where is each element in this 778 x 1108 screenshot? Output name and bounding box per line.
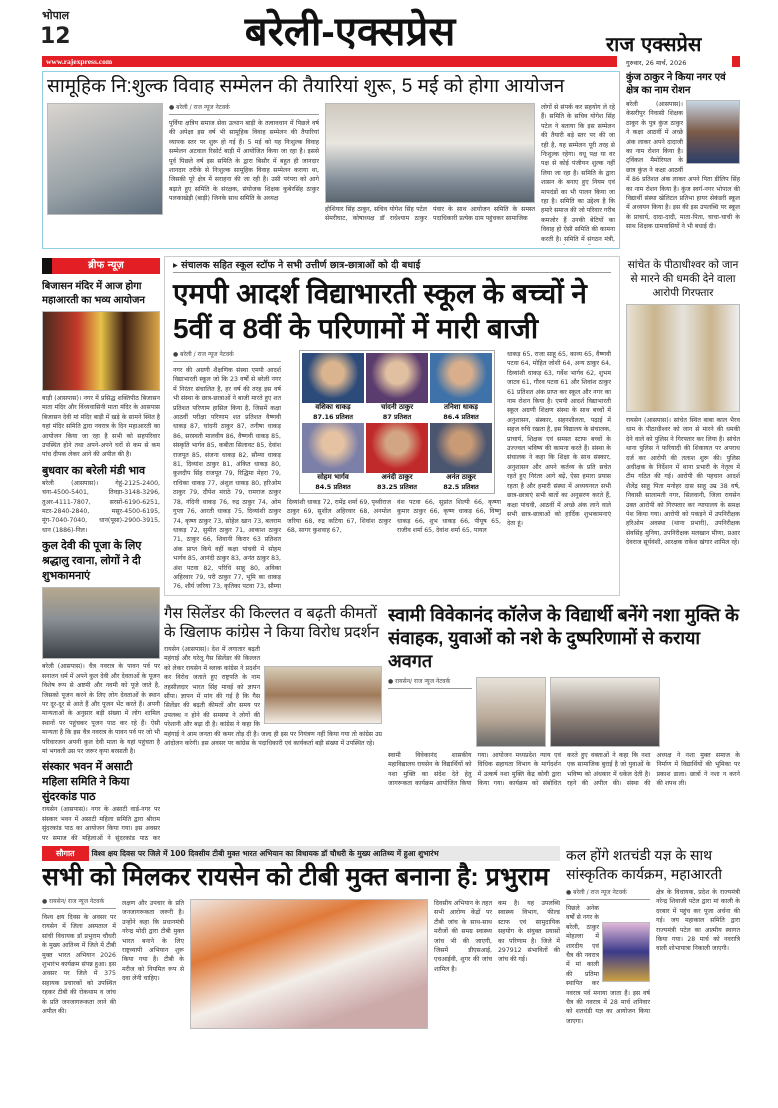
brief-1-headline: बिजासन मंदिर में आज होगा महाआरती का भव्य आयोजन	[42, 281, 145, 306]
student-card	[430, 423, 492, 491]
college-story	[388, 604, 740, 840]
top-story-caption: होशियार सिंह ठाकुर, सचिव योगेश सिंह पटेल सेमरीघाट, कोषाध्यक्ष डॉ राधेश्याम ठाकुर पंवार के साथ आयोजन समिति के समस्त पदाधिकारी प्रत्येक ग्राम पहुंचकर सामाजिक	[325, 206, 535, 223]
student-grid	[299, 350, 495, 494]
student-name: वशिका धाकड़	[315, 403, 351, 411]
student-score: 86.4 प्रतिशत	[443, 413, 479, 421]
gas-photo	[264, 666, 382, 724]
tb-tag: सौगात	[42, 846, 89, 861]
college-byline: ● रायसेन/ राज न्यूज नेटवर्क	[388, 677, 472, 689]
byline-text: बरेली / राज न्यूज नेटवर्क	[573, 889, 627, 896]
top-story-photo-group	[325, 103, 535, 203]
school-body-3: वंश पटवा 66, सुप्रांत शिल्पी 66, कृष्णा कुमार ठाकुर 66, कृष्ण धाकड़ 66, विष्णु धाकड़ 66, शुभ धाकड़ 66, पीयूष 65, राजीव शर्मा 65, देवांश शर्मा 65, पायल	[397, 499, 501, 535]
student-photo	[302, 353, 364, 403]
student-name: अनंदी ठाकुर	[381, 473, 413, 481]
page-number: 12	[40, 24, 71, 49]
brief-2-body: बरेली (आसपास)। गेहूं-2125-2400, चना-4500-5401, तिवड़ा-3148-3296, तुअर-4111-7807, सरसों-6190-6251, मटर-2840-2840, मसूर-4500-6195, मूंग-7040-7040, धान(पूसा)-2900-3915, धान (1886)-निल।	[42, 479, 160, 534]
student-card	[366, 423, 428, 491]
school-story	[164, 256, 620, 596]
top-story-headline: सामूहिक नि:शुल्क विवाह सम्मेलन की तैयारियां शुरू, 5 मई को होगा आयोजन	[47, 76, 565, 97]
arrest-story	[626, 258, 740, 598]
student-score: 87.16 प्रतिशत	[312, 413, 354, 421]
school-body-1: नगर की अग्रणी शैक्षणिक संस्था एमपी आदर्श विद्याभारती स्कूल जो कि 23 वर्षों से बरेली नगर में निरंतर संचालित है, हर वर्ष की तरह इस वर्ष भी संस्था के छात्र-छात्राओं ने बाजी मारते हुए शत प्रतिशत परिणाम हासिल किया है, जिसमें कक्षा आठवीं परीक्षा परिणाम शत प्रतिशत वैष्णवी धाकड़ 87, चांदनी ठाकुर 87, तनीषा धाकड़ 86, सरस्वती मालवीय 86, वैष्णवी धाकड़ 85, संस्कृति भार्गव 85, कबीता सिलावट 85, देवांश राजपूत 85, संजना धाकड़ 82, सौम्या धाकड़ 81, दिव्यांश ठाकुर 81, अंकित धाकड़ 80, कुलदीप सिंह राजपूत 79, रिद्धिमा मेहरा 79, राधिका धाकड़ 77, अंशुल धाकड़ 80, हरिओम ठाकुर 79, दीपेश मराठे 79, रामराज ठाकुर 78, नंदिनी धाकड़ 76, रुद्र ठाकुर 74, ओम गुप्ता 76, आरती धाकड़ 75, दिव्यांशी ठाकुर 74, कृष्ण ठाकुर 73, सोहेल खान 73, बलराम धाकड़ 72, सुमीत ठाकुर 71, आकाश ठाकुर 71, ठाकुर 66, शिवानी किरार 63 प्रतिशत अंक प्राप्त किये वहीं कक्षा पांचवी में सोहम भार्गव 85, आनंदी ठाकुर 83, अनंत ठाकुर 83, अंश पटवा 82, परिधि साहू 80, अविका अहिरवार 79, परी ठाकुर 77, भूमि का धाकड़ 76, शौर्य जरिया 73, कृतिका पटवा 73, सौम्या	[173, 367, 281, 591]
page-city: भोपाल	[42, 9, 70, 22]
tb-body-4: कम है। यह उपलब्धि स्वास्थ्य विभाग, फील्ड स्टाफ एवं सामुदायिक सहयोग के संयुक्त प्रयासों का परिणाम है। जिले में 297912 संभावितों की जांच की गई।	[498, 900, 560, 964]
kicker-text: संचालक सहित स्कूल स्टॉफ ने सभी उत्तीर्ण छात्र-छात्राओं को दी बधाई	[181, 260, 421, 271]
top-story-body-2: लोगों से संपर्क कर सहयोग ले रहे हैं। समिति के सचिव योगेश सिंह पटेल ने बताया कि इस सम्मेलन की तैयारी बड़े स्तर पर की जा रही है, यह सम्मेलन पूरी तरह से निःशुल्क रहेगा। वधू पक्ष या वर पक्ष से कोई पंजीयन शुल्क नहीं लिया जा रहा है। समिति के द्वारा शासन के बनाए हुए नियम एवं मापदंडों का भी पालन किया जा रहा है। समिति का उद्देश्य है कि हमारे समाज की जो परिवार गरीब कमजोर हैं उनकी बेटियों का विवाह हो ऐसी समिति की कामना करती है। समिति में संगठन मंत्री,	[541, 104, 615, 243]
student-card	[302, 353, 364, 421]
student-photo	[430, 353, 492, 403]
student-score: 84.5 प्रतिशत	[315, 483, 351, 491]
gas-story	[164, 604, 382, 840]
yagya-headline: कल होंगे शतचंडी यज्ञ के साथ सांस्कृतिक कार्यक्रम, महाआरती	[566, 847, 723, 882]
issue-date: गुरुवार, 26 मार्च, 2026	[626, 59, 687, 67]
brief-news-column	[42, 258, 160, 843]
yagya-story	[566, 846, 740, 1108]
college-body: स्वामी विवेकानंद शासकीय महाविद्यालय रायसेन के विद्यार्थियों को नशा मुक्ति का संदेश देते हेतु जागरूकता कार्यक्रम आयोजित किया गया। आयोजन मध्यप्रदेश न्याय एवं विधिक सहायता विभाग के मार्गदर्शन में उत्कर्ष नशा मुक्ति केंद्र कोयी द्वारा किया गया। कार्यक्रम को संबोधित करते हुए वक्ताओं ने कहा कि नशा एक सामाजिक बुराई है जो युवाओं के भविष्य को अंधकार में धकेल देती है। रहने की अपील की। संस्था की अध्यक्ष ने नशा मुक्त समाज के निर्माण में विद्यार्थियों की भूमिका पर प्रकाश डाला। छात्रों ने नशा न करने की शपथ ली।	[388, 752, 740, 788]
brief-3-body: बरेली (आसपास)। चैत्र नवरात्र के पावन पर्व पर सनातन धर्म में अपने कुल देवी और देवताओं के पूजन विशेष रूप से अष्टमी और नवमी को पूजे जाते है, जिसको पूजन करने के लिए लोग देवताओं के स्थान पर दूर-दूर से आते हैं और पूजन भेंट करते हैं। अपनी मान्यताओं के अनुसार बड़ी संख्या में लोग शामिल स्थानों पर पहुंचकर पूजन पाठ कर रहे हैं। ऐसी मान्यता है कि इस चैत्र नवरात्र के पावन पर्व पर जो भी परिवारजन अपनी कुल देवी माता के यहां पहुंचता है मां भगवती उस पर जरूर कृपा बरसाती है।	[42, 663, 160, 755]
tb-photo	[190, 899, 428, 1029]
kunj-body: बरेली (आसपास)। केसरीपुर निवासी शिक्षक ठाकुर के पुत्र कुंज ठाकुर ने कक्षा आठवीं में अच्छे अंक लाकर अपने दादाजी का नाम रोशन किया है। ट्विंकल मैमोरियल के छात्र कुंज ने कक्षा आठवीं में 86 प्रतिशत अंक लाकर अपने पिता डीलिप सिंह का नाम रोशन किया है। कुंज स्वर्ग-नगर भोपाल की विद्यार्थी संस्था खेलिटल प्रतिभा हायर सेकंडरी स्कूल में अध्ययन किया है। इस की इस उपलब्धि पर स्कूल के प्राचार्य, दादा-दादी, माता-पिता, चाचा-चाची के साथ शिक्षक ग्रामवासियों ने भी बधाई दी।	[626, 101, 740, 231]
student-card	[366, 353, 428, 421]
school-byline: ● बरेली / राज न्यूज नेटवर्क	[173, 350, 281, 362]
tb-kicker: विश्व क्षय दिवस पर जिले में 100 दिवसीय टीबी मुक्त भारत अभियान का विधायक डॉ चौधरी के मुख्य आतिथ्य में हुआ शुभारंभ	[91, 849, 439, 858]
top-story-byline: ● बरेली / राज न्यूज नेटवर्क	[169, 103, 319, 115]
arrest-body: रायसेन (आसपास)। सांचेत स्थित बाबा काल भैरव धाम के पीठाधीश्वर को जान से मारने की धमकी देने वाले को पुलिस ने गिरफ्तार कर लिया है। सांचेत थाना पुलिस ने फरियादी की शिकायत पर अपराध दर्ज कर आरोपी की तलाश शुरू की। पुलिस अधीक्षक के निर्देशन में थाना प्रभारी के नेतृत्व में टीम गठित की गई। आरोपी की पहचान आदर्श शैलेंद्र साहू पिता मनोहर दास साहू उम्र 38 वर्ष, निवासी सालामती नगर, सिलवानी, जिला रायसेन उक्त आरोपी को गिरफ्तार कर न्यायालय के समक्ष पेश किया गया। आरोपी को पकड़ने में उपनिरीक्षक हरिओम अवस्था (थाना प्रभारी), उपनिरीक्षक सेवसिंह मुनिया, उपनिरीक्षक मलखान मीणा, प्रआर देवराज सूर्यवंशी, आरक्षक राकेश खंगार शामिल रहे।	[626, 417, 740, 547]
tb-story	[42, 846, 560, 1108]
brief-2-headline: बुधवार का बरेली मंडी भाव	[42, 464, 146, 477]
brief-3-photo-group	[42, 587, 160, 659]
student-photo	[430, 423, 492, 473]
arrest-photo	[626, 304, 740, 412]
brief-4-headline: संस्कार भवन में असाटी महिला समिति ने किया सुंदरकांड पाठ	[42, 761, 133, 804]
gas-headline: गैस सिलेंडर की किल्लत व बढ़ती कीमतों के खिलाफ कांग्रेस ने किया विरोध प्रदर्शन	[164, 605, 380, 641]
student-name: चांदनी ठाकुर	[380, 403, 414, 411]
byline-text: बरेली / राज न्यूज नेटवर्क	[180, 351, 234, 358]
brief-label-text: ब्रीफ न्यूज़	[88, 260, 124, 271]
kunj-photo	[686, 100, 740, 164]
school-headline: एमपी आदर्श विद्याभारती स्कूल के बच्चों ने 5वीं व 8वीं के परिणामों में मारी बाजी	[173, 278, 587, 344]
student-score: 83.25 प्रतिशत	[376, 483, 418, 491]
brand-logo: राज एक्सप्रेस	[606, 32, 702, 56]
kunj-headline: कुंज ठाकुर ने किया नगर एवं क्षेत्र का नाम रोशन	[626, 72, 726, 96]
school-body-4: धाकड़ 65, राजा साहू 65, काव्य 65, वैष्णवी पटवा 64, मोहित जोशी 64, अन्य ठाकुर 64, दिव्यांशी धाकड़ 63, गर्वेश भार्गव 62, शुभम जाटव 61, गौरव पटवा 61 और शिवांश ठाकुर 61 प्रतिशत अंक प्राप्त कर स्कूल और नगर का नाम रोशन किया है। एमपी आदर्श विद्याभारती स्कूल अग्रणी शिक्षण संस्था के साथ बच्चों में अनुशासन, संस्कार, सहनशीलता, पढ़ाई में सहज रुचि रखता है, इस विद्यालय के संचालक, प्राचार्य, शिक्षक एवं समस्त स्टाफ बच्चों के उज्ज्वल भविष्य की कामना करते हैं। संस्था के संचालक ने कहा कि शिक्षा के साथ संस्कार, अनुशासन और अपने कर्तव्य के प्रति सचेत रहते हुए निरंतर आगे बढ़ें, ऐसा हमारा प्रयास रहता है और हमारी संस्था में अध्ययनरत सभी छात्र-छात्राएं सभी बातों का अनुसरण करते हैं, कक्षा पांचवी, आठवीं में अच्छे अंक लाने वाले सभी छात्र-छात्राओं को हार्दिक शुभकामनाएं देता हूं।	[507, 351, 611, 528]
student-score: 87 प्रतिशत	[382, 413, 412, 421]
brief-3-headline: कुल देवी की पूजा के लिए श्रद्धालु रवाना, लोगों ने दी शुभकामनाएं	[42, 540, 142, 583]
student-photo	[366, 353, 428, 403]
college-photo-students	[550, 677, 660, 747]
yagya-photo-kali	[602, 922, 650, 982]
school-body-2: दिव्यांशी धाकड़ 72, रामेंद्र शर्मा 69, पृथ्वीराज ठाकुर 69, सुशील अहिरवार 68, अनमोल जरिया 68, रुद्र कटिया 67, शिवांश ठाकुर 68, सागर कुशवाह 67,	[287, 499, 391, 535]
student-name: अनंत ठाकुर	[446, 473, 476, 481]
top-story-body-1: पुर्विया क्षत्रिय समाज सेवा उत्थान बाड़ी के तत्वावधान में पिछले वर्ष की अपेक्षा इस वर्ष भी सामूहिक विवाह सम्मेलन की तैयारियां व्यापक स्तर पर शुरू हो गई हैं। 5 मई को यह निःशुल्क विवाह सम्मेलन अटवाल रिसोर्ट बाड़ी में आयोजित किया जा रहा है। इससे पूर्व पिछले वर्ष इस समिति के द्वारा बिसौर में बहुत ही जानदार शानदार तरीके से निःशुल्क सामूहिक विवाह सम्मेलन कराया था, जिसकी पूरे क्षेत्र में सराहना की जा रही है। उसी परंपरा को आगे बढ़ाते हुए समिति के संरक्षक, संयोजक शिक्षक कुबेरसिंह ठाकुर पलकाखेड़ी (बाड़ी) जिनके साथ समिति के अध्यक्ष	[169, 120, 319, 203]
header-red-bar	[42, 56, 617, 67]
tb-kicker-strip	[42, 846, 560, 861]
tb-byline: ● रायसेन/ राज न्यूज नेटवर्क	[42, 897, 116, 909]
byline-text: रायसेन/ राज न्यूज नेटवर्क	[49, 898, 105, 905]
arrest-headline: सांचेत के पीठाधीश्वर को जान से मारने की धमकी देने वाला आरोपी गिरफ्तार	[627, 259, 739, 299]
student-score: 82.5 प्रतिशत	[443, 483, 479, 491]
tb-body-3: दिवसीय अभियान के तहत सभी आरोग्य केंद्रों पर टीबी जांच के साथ-साथ मरीजों की समग्र स्वास्थ्य जांच भी की जाएगी, जिसमें डीएसआई, एचआईवी, शुगर की जांच शामिल है।	[434, 900, 492, 973]
brief-1-photo-deity	[42, 311, 160, 391]
student-photo	[366, 423, 428, 473]
yagya-body-1: पिछले अनेक वर्षों से नगर के बरेली, ठाकुर मोहल्ला में शारदीय एवं चैत्र की नवरात्र में मां काली की प्रतिमा स्थापित कर नवरात्र पर्व मनाया जाता है। इस वर्ष चैत्र की नवरात्र में 28 मार्च शनिवार को शतचंडी यज्ञ का आयोजन किया जाएगा।	[566, 905, 650, 1025]
school-kicker: ▸ संचालक सहित स्कूल स्टॉफ ने सभी उत्तीर्ण छात्र-छात्राओं को दी बधाई	[173, 259, 611, 273]
top-story	[42, 71, 620, 249]
gas-body: रायसेन (आसपास)। देश में लगातार बढ़ती महंगाई और घरेलू गैस सिलेंडर की किल्लत को लेकर रायसेन में ब्लाक कांग्रेस ने प्रदर्शन कर विरोध जताते हुए राष्ट्रपति के नाम तहसीलदार भारत सिंह मावई को ज्ञापन सौंपा। ज्ञापन में मांग की गई है कि गैस सिलेंडर की बढ़ती कीमतों और समय पर उपलब्ध न होने की समस्या ने लोगों की परेशानी और बढ़ा दी है। कांग्रेस ने कहा कि महंगाई ने आम जनता की कमर तोड़ दी है। जल्द ही इस पर नियंत्रण नहीं किया गया तो कांग्रेस उग्र आंदोलन करेगी। इस अवसर पर कांग्रेस के पदाधिकारी एवं कार्यकर्ता बड़ी संख्या में उपस्थित रहे।	[164, 646, 382, 748]
student-photo	[302, 423, 364, 473]
tb-body-2: लक्षण और उपचार के प्रति जनजागरूकता जरूरी है। उन्होंने कहा कि प्रधानमंत्री नरेन्द्र मोदी द्वारा टीबी मुक्त भारत बनाने के लिए राष्ट्रव्यापी अभियान शुरू किया गया है। टीबी के मरीज को नियमित रूप से दवा लेनी चाहिए।	[122, 900, 184, 983]
college-photo-speaker	[476, 677, 546, 747]
website-link[interactable]: www.rajexpress.com	[46, 57, 113, 66]
student-name: सोहम भार्गव	[317, 473, 349, 481]
byline-text: बरेली / राज न्यूज नेटवर्क	[176, 104, 230, 111]
byline-text: रायसेन/ राज न्यूज नेटवर्क	[395, 678, 451, 685]
brief-4-body: रायसेन (आसपास)। नगर के असाटी वार्ड-नगर पर संस्कार भवन में असाटी महिला समिति द्वारा श्रीराम सुंदरकांड पाठ का आयोजन किया गया। इस अवसर पर समाज की महिलाओं ने सुंदरकांड पाठ कर	[42, 806, 160, 842]
masthead: बरेली-एक्सप्रेस	[244, 10, 456, 54]
kunj-story	[626, 71, 740, 249]
tb-body-1: विश्व क्षय दिवस के अवसर पर रायसेन में जिला अस्पताल में सांची विधायक डॉ प्रभुराम चौधरी के मुख्य आतिथ्य में जिले में टीबी मुक्त भारत अभियान 2026 शुभारंभ कार्यक्रम संपन्न हुआ। इस अवसर पर जिले में 375 सहायक प्रचारकों को उपस्थित रहकर टीबी की रोकथाम व जांच के प्रति जनजागरूकता लाने की अपील की।	[42, 914, 116, 1016]
student-name: तनिशा धाकड़	[444, 403, 478, 411]
tb-headline: सभी को मिलकर रायसेन को टीबी मुक्त बनाना है: प्रभुराम	[42, 863, 550, 891]
header-red-block	[732, 56, 740, 67]
college-headline: स्वामी विवेकानंद कॉलेज के विद्यार्थी बनेंगे नशा मुक्ति के संवाहक, युवाओं को नशे के दुष्परिणामों से कराया अवगत	[388, 605, 739, 671]
student-card	[302, 423, 364, 491]
brief-1-body: बाड़ी (आसपास)। नगर में प्रसिद्ध शक्तिपीठ बिजासन माता मंदिर और विंध्यवासिनी माता मंदिर के आसपास बिजासन देवी मां मंदिर बाड़ी में खड़े के सामने स्थित है यहां मंदिर समिति द्वारा नवरात्र के दिन महाआरती का आयोजन किया जा रहा है सभी को सहपरिवार उपस्थित होने तथा अपने-अपने घरों से कम से कम पांच दीपक लेकर आने की अपील की है।	[42, 395, 160, 459]
brief-news-label	[42, 258, 160, 274]
top-story-photo-left	[47, 103, 163, 215]
student-card	[430, 353, 492, 421]
yagya-body-2: क्षेत्र के विधायक, प्रदेश के राज्यमंत्री नरेन्द्र शिवाजी पटेल द्वारा मां काली के दरबार में पहुंच कर पूजा अर्चना की गई। जय महाकाल समिति द्वारा राज्यमंत्री पटेल का आत्मीय स्वागत किया गया। 28 मार्च को नवरात्रि वाली शोभायात्रा निकाली जाएगी।	[656, 889, 740, 953]
yagya-byline: ● बरेली / राज न्यूज नेटवर्क	[566, 888, 650, 900]
